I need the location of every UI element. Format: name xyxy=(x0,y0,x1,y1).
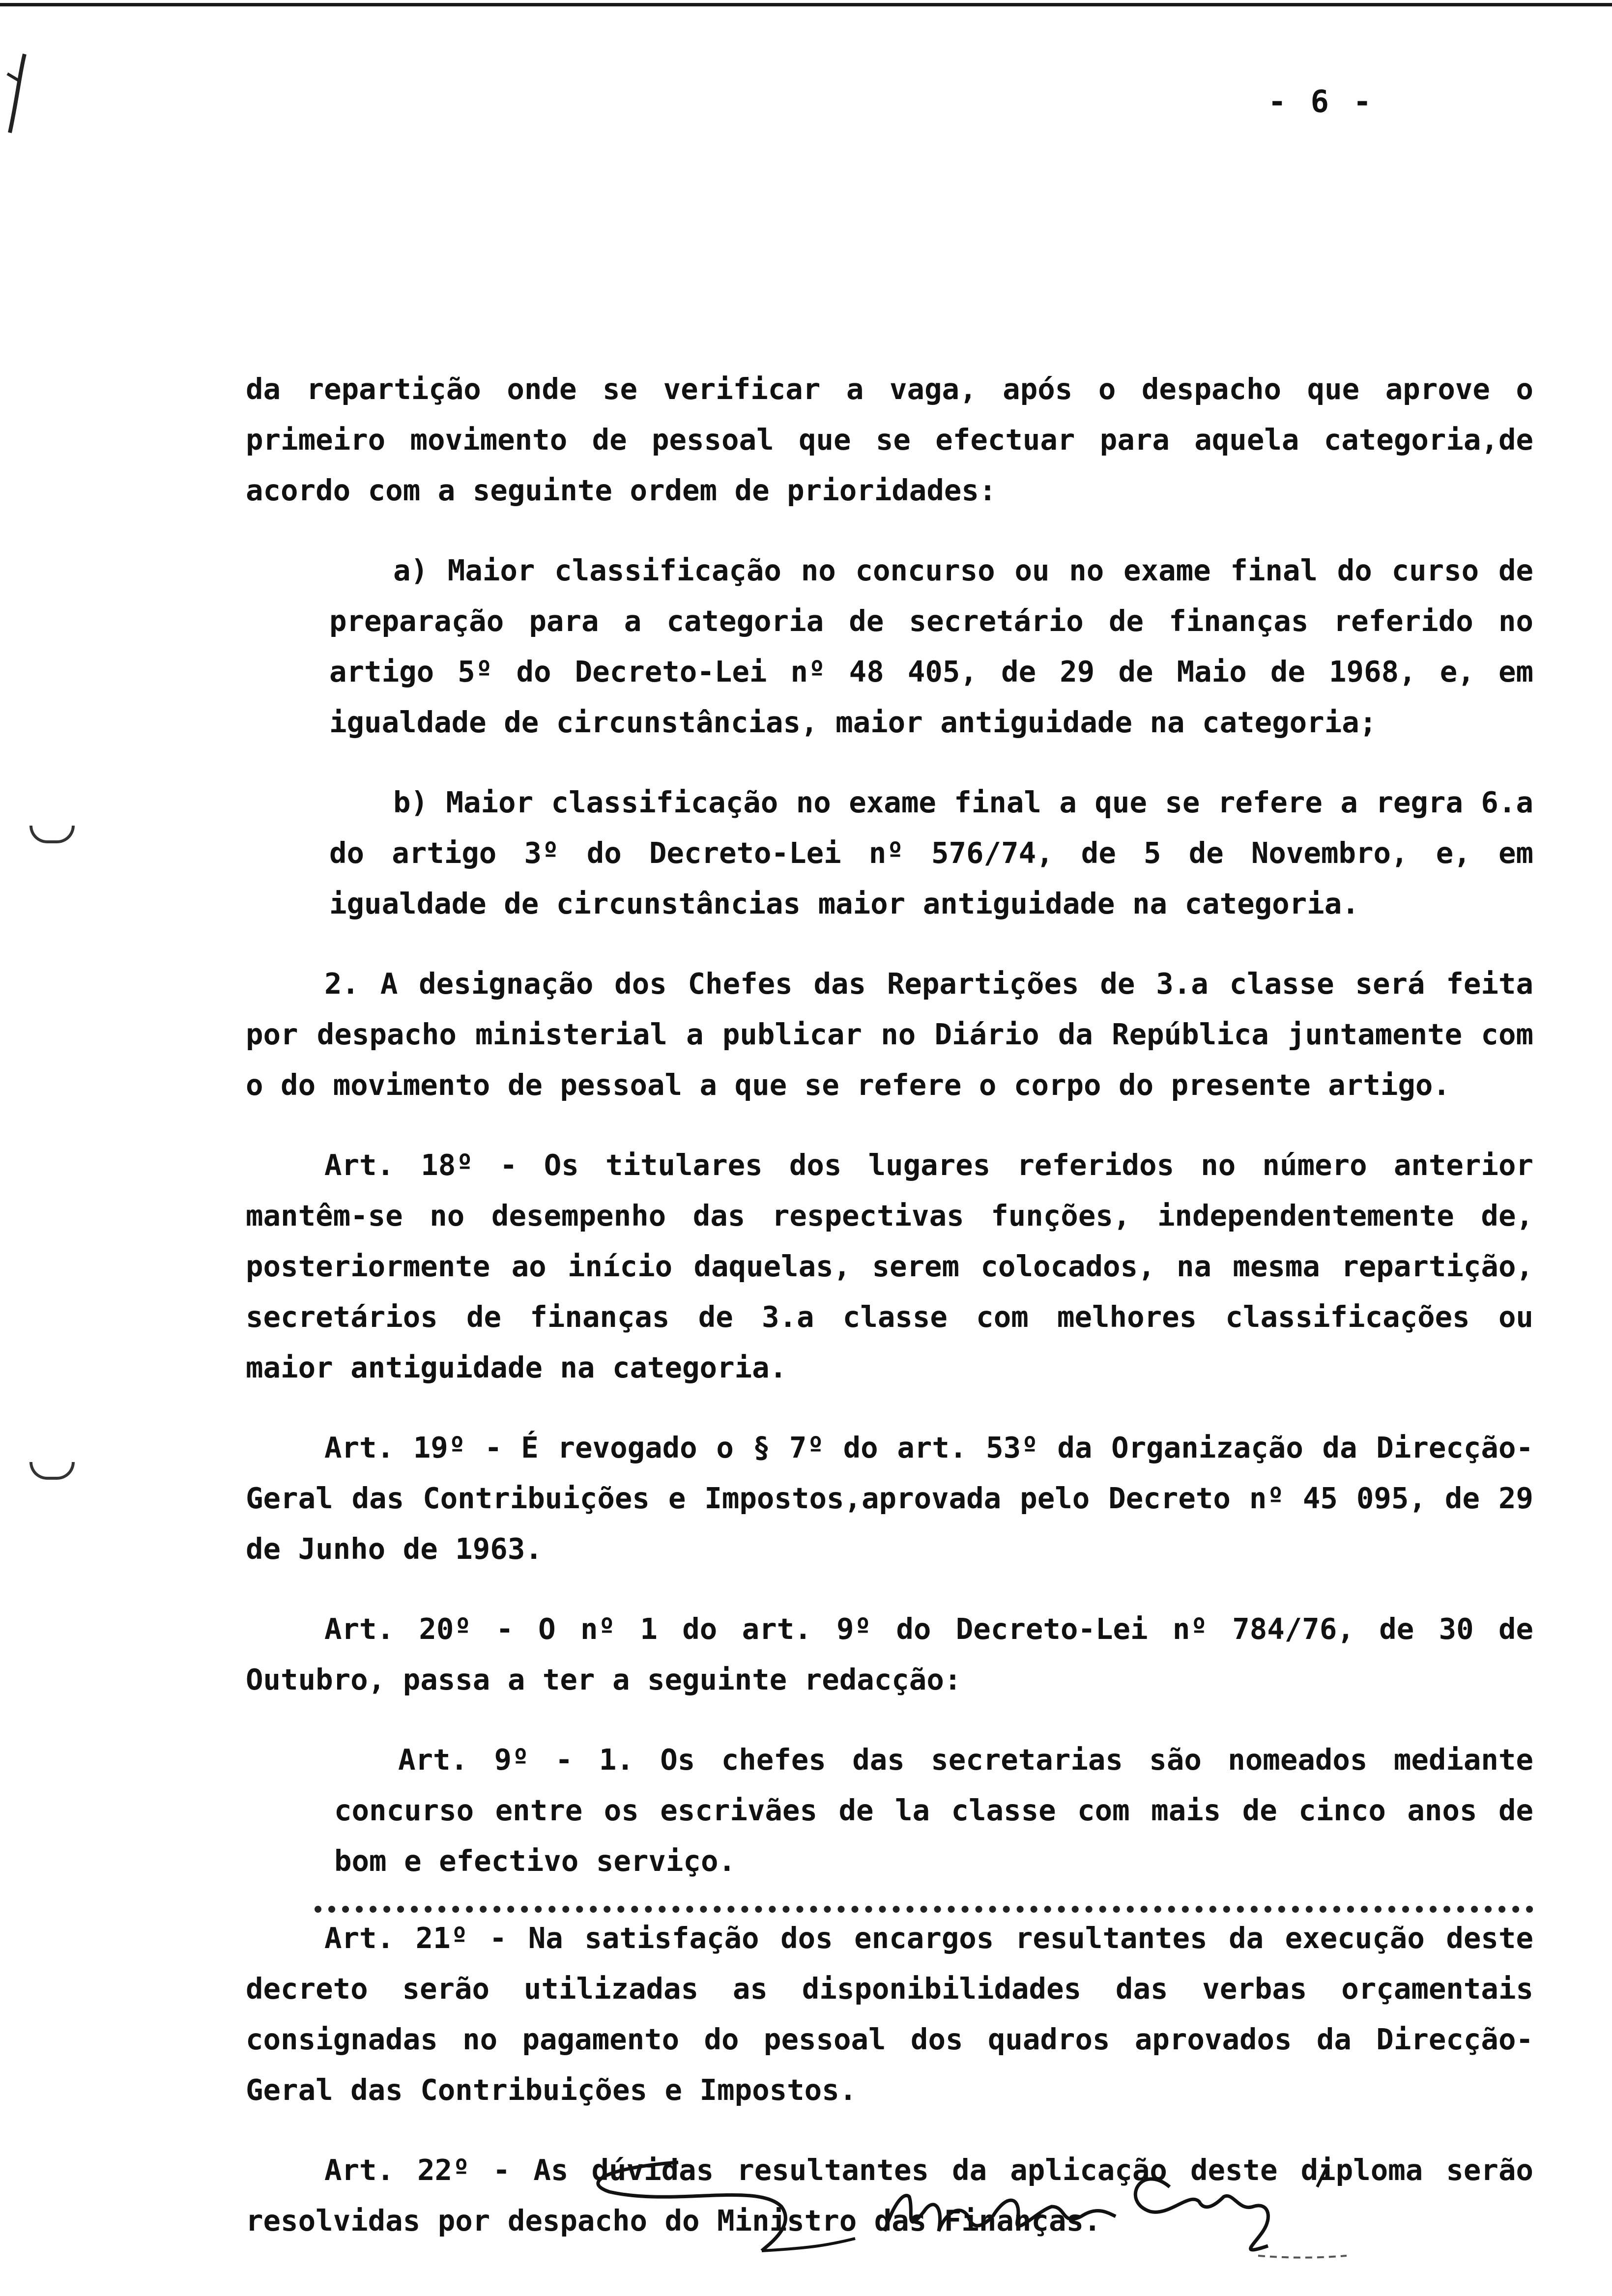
margin-hole-mark xyxy=(29,1462,75,1480)
margin-hole-mark xyxy=(29,826,75,843)
paragraph-item-a: a) Maior classificação no concurso ou no exame final do curso de preparação para a categoria de secretário de finanças referido no artigo 5º do Decreto-Lei nº 48 405, de 29 de Maio de 1968, e, em igualdade de circunstâncias, maior antiguidade na categoria; xyxy=(329,553,1533,739)
page-number: - 6 - xyxy=(1268,84,1375,119)
paragraph-item-b: b) Maior classificação no exame final a que se refere a regra 6.a do artigo 3º do Decreto-Lei nº 576/74, de 5 de Novembro, e, em igualdade de circunstâncias maior antiguidade na categoria. xyxy=(329,785,1533,920)
article-19: Art. 19º - É revogado o § 7º do art. 53º da Organização da Direcção-Geral das Contribuições e Impostos,aprovada pelo Decreto nº 45 095, de 29 de Junho de 1963. xyxy=(246,1431,1533,1566)
article-21: Art. 21º - Na satisfação dos encargos resultantes da execução deste decreto serão utilizadas as disponibilidades das verbas orçamentais consignadas no pagamento do pessoal dos quadros aprovados da Direcção-Geral das Contribuições e Impostos. xyxy=(246,1921,1533,2107)
handwritten-signature xyxy=(550,2133,1435,2280)
article-9-quote: Art. 9º - 1. Os chefes das secretarias são nomeados mediante concurso entre os escrivães de la classe com mais de cinco anos de bom e efectivo serviço. xyxy=(334,1743,1533,1878)
dotted-separator xyxy=(315,1906,1533,1913)
document-body xyxy=(246,364,1533,2246)
paragraph-continuation: da repartição onde se verificar a vaga, após o despacho que aprove o primeiro movimento de pessoal que se efectuar para aquela categoria,de acordo com a seguinte ordem de prioridades: xyxy=(246,372,1533,507)
top-rule xyxy=(0,3,1612,6)
corner-pen-mark xyxy=(5,44,34,143)
paragraph-2: 2. A designação dos Chefes das Repartições de 3.a classe será feita por despacho ministerial a publicar no Diário da República juntamente com o do movimento de pessoal a que se refere o corpo do presente artigo. xyxy=(246,967,1533,1102)
article-18: Art. 18º - Os titulares dos lugares referidos no número anterior mantêm-se no desempenho das respectivas funções, independentemente de, posteriormente ao início daquelas, serem colocados, na mesma repartição, secretários de finanças de 3.a classe com melhores classificações ou maior antiguidade na categoria. xyxy=(246,1148,1533,1384)
article-22: Art. 22º - As dúvidas resultantes da aplicação deste diploma serão resolvidas por despacho do Ministro das Finanças. xyxy=(246,2153,1533,2238)
article-20: Art. 20º - O nº 1 do art. 9º do Decreto-Lei nº 784/76, de 30 de Outubro, passa a ter a seguinte redacção: xyxy=(246,1612,1533,1696)
